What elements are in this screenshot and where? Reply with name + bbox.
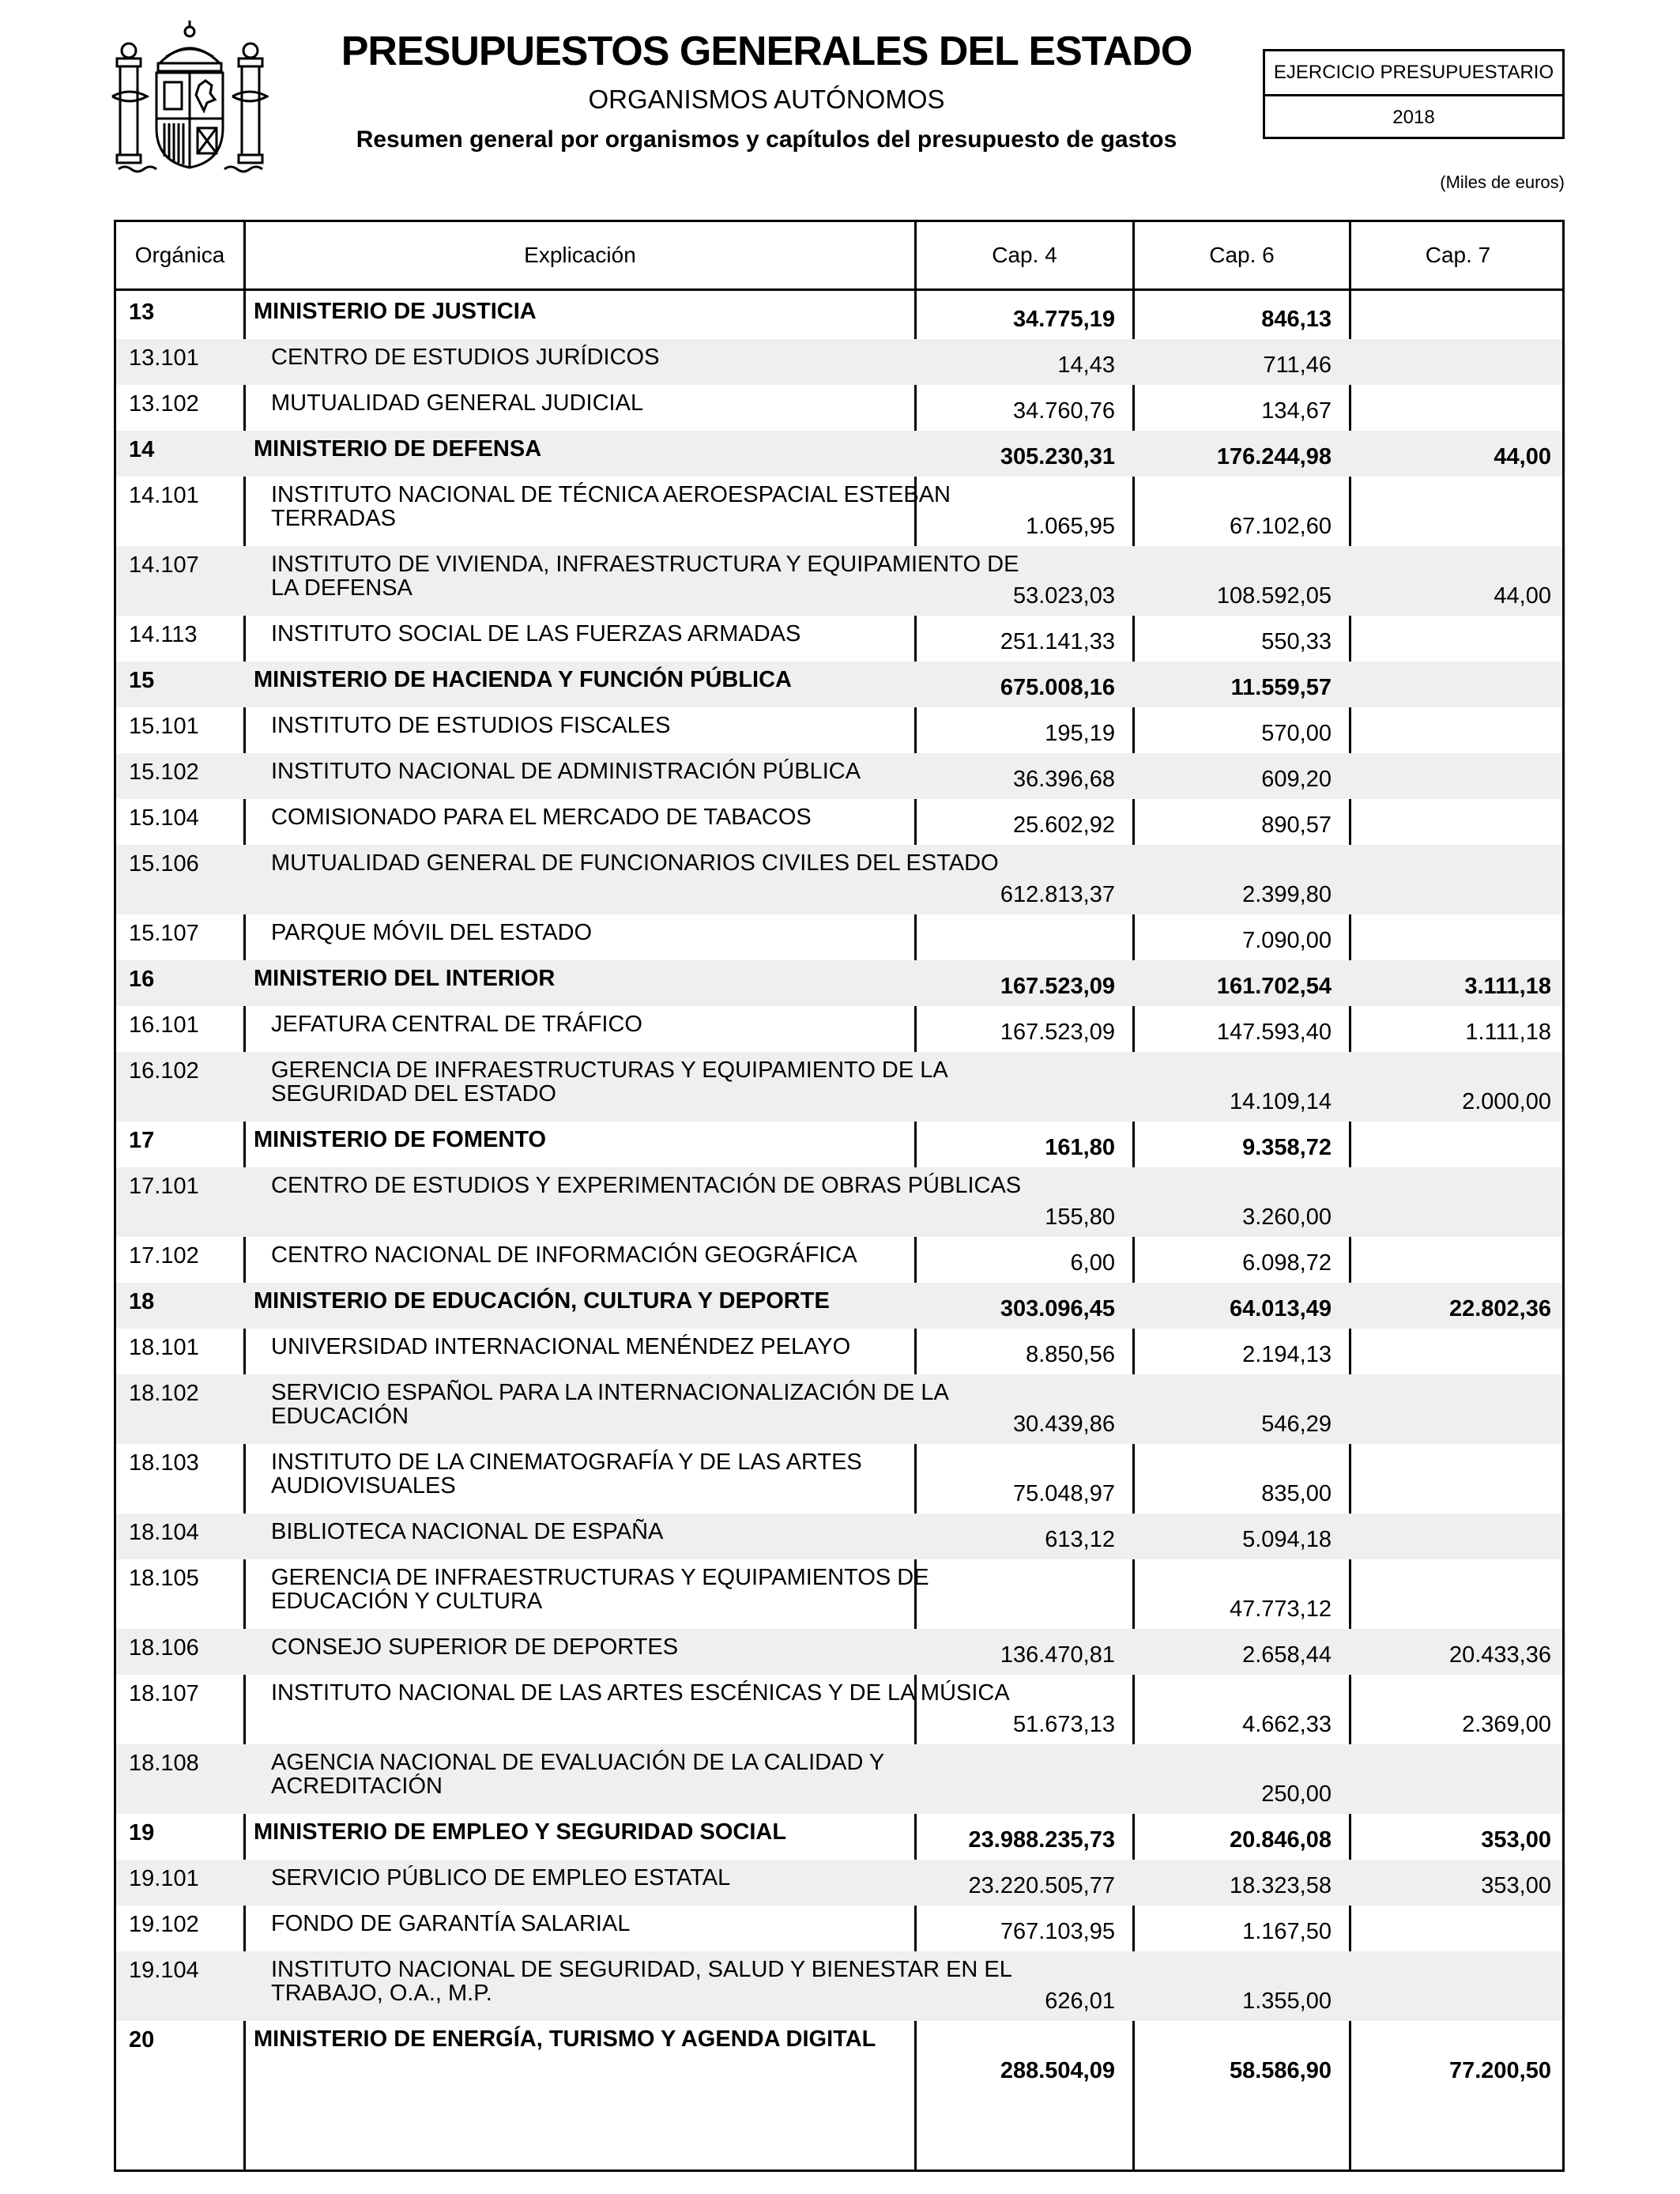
row-cap6: 2.658,44 — [1242, 1642, 1332, 1668]
table-header — [116, 222, 1562, 291]
row-cap4: 251.141,33 — [1000, 629, 1115, 654]
row-organica: 18.106 — [129, 1635, 199, 1661]
row-cap6: 711,46 — [1263, 352, 1332, 378]
row-organica: 18.103 — [129, 1450, 199, 1476]
row-cap7: 3.111,18 — [1464, 974, 1551, 999]
row-organica: 17.102 — [129, 1243, 199, 1269]
row-explicacion: SERVICIO ESPAÑOL PARA LA INTERNACIONALIZACIÓN DE LA EDUCACIÓN — [271, 1380, 948, 1429]
table-row — [116, 914, 1562, 960]
row-explicacion: CENTRO DE ESTUDIOS JURÍDICOS — [271, 345, 660, 370]
row-organica: 18.107 — [129, 1681, 199, 1706]
row-cap6: 2.194,13 — [1242, 1342, 1332, 1367]
page-title: PRESUPUESTOS GENERALES DEL ESTADO — [341, 28, 1192, 74]
row-organica: 19.102 — [129, 1912, 199, 1937]
ejercicio-label: EJERCICIO PRESUPUESTARIO — [1265, 51, 1562, 96]
row-explicacion: INSTITUTO NACIONAL DE SEGURIDAD, SALUD Y BIENESTAR EN EL TRABAJO, O.A., M.P. — [271, 1957, 1011, 2006]
row-explicacion: BIBLIOTECA NACIONAL DE ESPAÑA — [271, 1519, 664, 1544]
table-row — [116, 339, 1562, 385]
table-row — [116, 293, 1562, 339]
ejercicio-box — [1263, 49, 1565, 139]
row-cap4: 155,80 — [1045, 1204, 1115, 1230]
row-cap4: 8.850,56 — [1026, 1342, 1115, 1367]
table-row — [116, 1559, 1562, 1629]
row-cap4: 1.065,95 — [1026, 514, 1115, 539]
row-explicacion: MINISTERIO DE DEFENSA — [254, 436, 542, 462]
row-organica: 18 — [129, 1289, 155, 1314]
row-cap7: 1.111,18 — [1465, 1020, 1551, 1045]
table-row — [116, 1329, 1562, 1374]
row-cap7: 77.200,50 — [1448, 2058, 1551, 2083]
row-cap4: 51.673,13 — [1012, 1712, 1115, 1737]
row-explicacion: MUTUALIDAD GENERAL JUDICIAL — [271, 390, 644, 416]
row-explicacion: MINISTERIO DEL INTERIOR — [254, 966, 556, 991]
row-cap4: 53.023,03 — [1012, 583, 1115, 609]
row-cap4: 305.230,31 — [1000, 444, 1115, 469]
row-cap7: 44,00 — [1494, 444, 1551, 469]
row-cap4: 161,80 — [1045, 1135, 1115, 1160]
row-cap6: 64.013,49 — [1229, 1296, 1332, 1321]
row-organica: 20 — [129, 2027, 155, 2053]
row-cap6: 161.702,54 — [1216, 974, 1332, 999]
row-explicacion: MINISTERIO DE EDUCACIÓN, CULTURA Y DEPORTE — [254, 1288, 830, 1314]
table-row — [116, 1814, 1562, 1860]
page-subtitle: ORGANISMOS AUTÓNOMOS — [588, 85, 945, 114]
row-cap6: 835,00 — [1261, 1481, 1332, 1506]
row-organica: 15.107 — [129, 921, 199, 946]
table-row — [116, 1629, 1562, 1675]
row-organica: 14.101 — [129, 483, 199, 508]
table-row — [116, 960, 1562, 1006]
row-cap7: 44,00 — [1494, 583, 1551, 609]
row-explicacion: COMISIONADO PARA EL MERCADO DE TABACOS — [271, 805, 812, 830]
row-explicacion: MINISTERIO DE EMPLEO Y SEGURIDAD SOCIAL — [254, 1819, 787, 1845]
table-row — [116, 707, 1562, 753]
row-cap6: 570,00 — [1261, 721, 1332, 746]
column-header-organica: Orgánica — [134, 243, 225, 267]
row-cap4: 613,12 — [1045, 1527, 1115, 1552]
row-cap4: 34.760,76 — [1012, 398, 1115, 424]
row-organica: 16.101 — [129, 1012, 199, 1038]
row-cap6: 11.559,57 — [1230, 675, 1332, 700]
row-explicacion: AGENCIA NACIONAL DE EVALUACIÓN DE LA CALIDAD Y ACREDITACIÓN — [271, 1750, 884, 1799]
row-explicacion: JEFATURA CENTRAL DE TRÁFICO — [271, 1012, 642, 1037]
row-explicacion: MINISTERIO DE FOMENTO — [254, 1127, 547, 1152]
row-cap4: 303.096,45 — [1000, 1296, 1115, 1321]
row-organica: 13.101 — [129, 345, 199, 371]
column-header-cap7: Cap. 7 — [1425, 243, 1491, 267]
row-explicacion: CONSEJO SUPERIOR DE DEPORTES — [271, 1634, 679, 1660]
row-cap6: 108.592,05 — [1216, 583, 1332, 609]
row-cap6: 609,20 — [1261, 767, 1332, 792]
row-explicacion: GERENCIA DE INFRAESTRUCTURAS Y EQUIPAMIENTO DE LA SEGURIDAD DEL ESTADO — [271, 1057, 947, 1106]
row-cap6: 47.773,12 — [1229, 1596, 1332, 1622]
row-organica: 15.106 — [129, 851, 199, 876]
row-cap6: 7.090,00 — [1242, 928, 1332, 953]
row-organica: 15.102 — [129, 760, 199, 785]
table-row — [116, 753, 1562, 799]
table-row — [116, 1514, 1562, 1559]
row-cap4: 136.470,81 — [1000, 1642, 1115, 1668]
row-cap6: 18.323,58 — [1229, 1873, 1332, 1898]
row-cap6: 1.167,50 — [1242, 1919, 1332, 1944]
row-organica: 17 — [129, 1128, 155, 1153]
row-cap4: 75.048,97 — [1012, 1481, 1115, 1506]
row-explicacion: UNIVERSIDAD INTERNACIONAL MENÉNDEZ PELAYO — [271, 1334, 851, 1359]
table-row — [116, 799, 1562, 845]
row-explicacion: MINISTERIO DE ENERGÍA, TURISMO Y AGENDA DIGITAL — [254, 2026, 876, 2052]
row-cap6: 846,13 — [1261, 307, 1332, 332]
ejercicio-year: 2018 — [1392, 107, 1435, 128]
row-organica: 14.113 — [129, 622, 198, 647]
row-cap4: 167.523,09 — [1000, 974, 1115, 999]
header — [300, 24, 1233, 160]
row-explicacion: INSTITUTO NACIONAL DE TÉCNICA AEROESPACIAL ESTEBAN TERRADAS — [271, 482, 951, 531]
row-cap4: 167.523,09 — [1000, 1020, 1115, 1045]
row-cap7: 2.369,00 — [1462, 1712, 1551, 1737]
row-cap6: 20.846,08 — [1229, 1827, 1332, 1853]
row-cap7: 353,00 — [1481, 1827, 1551, 1853]
row-organica: 15 — [129, 668, 155, 693]
row-cap6: 9.358,72 — [1242, 1135, 1332, 1160]
table-row — [116, 662, 1562, 707]
row-organica: 18.101 — [129, 1335, 199, 1360]
row-cap6: 176.244,98 — [1216, 444, 1332, 469]
table-row — [116, 1374, 1562, 1444]
row-organica: 19 — [129, 1820, 155, 1845]
table-row — [116, 1006, 1562, 1052]
row-cap4: 288.504,09 — [1000, 2058, 1115, 2083]
row-cap7: 353,00 — [1481, 1873, 1551, 1898]
row-organica: 19.104 — [129, 1958, 199, 1983]
page-description: Resumen general por organismos y capítulos del presupuesto de gastos — [356, 126, 1177, 153]
spain-coat-of-arms-icon — [111, 17, 269, 174]
row-explicacion: INSTITUTO NACIONAL DE LAS ARTES ESCÉNICAS Y DE LA MÚSICA — [271, 1680, 1010, 1706]
row-explicacion: MINISTERIO DE HACIENDA Y FUNCIÓN PÚBLICA — [254, 667, 793, 692]
table-row — [116, 1860, 1562, 1906]
table-row — [116, 1237, 1562, 1283]
row-cap6: 5.094,18 — [1242, 1527, 1332, 1552]
row-organica: 14 — [129, 437, 155, 462]
row-cap6: 3.260,00 — [1242, 1204, 1332, 1230]
row-cap4: 6,00 — [1070, 1250, 1115, 1276]
row-cap4: 36.396,68 — [1012, 767, 1115, 792]
row-organica: 14.107 — [129, 552, 199, 578]
table-row — [116, 2021, 1562, 2090]
row-organica: 18.105 — [129, 1566, 199, 1591]
row-explicacion: FONDO DE GARANTÍA SALARIAL — [271, 1911, 631, 1936]
row-cap6: 58.586,90 — [1229, 2058, 1332, 2083]
row-organica: 13.102 — [129, 391, 199, 417]
row-explicacion: GERENCIA DE INFRAESTRUCTURAS Y EQUIPAMIENTOS DE EDUCACIÓN Y CULTURA — [271, 1565, 929, 1614]
row-cap6: 14.109,14 — [1229, 1089, 1332, 1114]
table-row — [116, 385, 1562, 431]
row-explicacion: CENTRO NACIONAL DE INFORMACIÓN GEOGRÁFICA — [271, 1242, 857, 1268]
table-row — [116, 845, 1562, 914]
row-cap4: 626,01 — [1045, 1989, 1115, 2014]
row-cap6: 890,57 — [1261, 812, 1332, 838]
row-cap7: 20.433,36 — [1448, 1642, 1551, 1668]
row-cap7: 2.000,00 — [1462, 1089, 1551, 1114]
row-cap4: 767.103,95 — [1000, 1919, 1115, 1944]
table-row — [116, 1444, 1562, 1514]
row-organica: 17.101 — [129, 1174, 199, 1199]
units-note: (Miles de euros) — [1440, 172, 1565, 192]
row-cap4: 34.775,19 — [1012, 307, 1115, 332]
row-cap6: 250,00 — [1261, 1781, 1332, 1807]
table-row — [116, 1283, 1562, 1329]
table-row — [116, 477, 1562, 546]
row-explicacion: CENTRO DE ESTUDIOS Y EXPERIMENTACIÓN DE OBRAS PÚBLICAS — [271, 1173, 1022, 1198]
row-cap6: 67.102,60 — [1229, 514, 1332, 539]
row-cap6: 550,33 — [1261, 629, 1332, 654]
row-explicacion: SERVICIO PÚBLICO DE EMPLEO ESTATAL — [271, 1865, 731, 1891]
row-organica: 16 — [129, 967, 155, 992]
row-cap4: 195,19 — [1045, 721, 1115, 746]
row-cap6: 147.593,40 — [1216, 1020, 1332, 1045]
table-row — [116, 616, 1562, 662]
column-header-cap6: Cap. 6 — [1209, 243, 1275, 267]
budget-table — [114, 220, 1565, 2172]
table-row — [116, 546, 1562, 616]
row-explicacion: INSTITUTO NACIONAL DE ADMINISTRACIÓN PÚBLICA — [271, 759, 861, 784]
row-explicacion: INSTITUTO DE LA CINEMATOGRAFÍA Y DE LAS ARTES AUDIOVISUALES — [271, 1449, 862, 1498]
row-cap6: 6.098,72 — [1242, 1250, 1332, 1276]
row-explicacion: MINISTERIO DE JUSTICIA — [254, 299, 537, 324]
row-organica: 18.104 — [129, 1520, 199, 1545]
row-organica: 13 — [129, 300, 155, 325]
column-header-explicacion: Explicación — [524, 243, 636, 267]
row-organica: 18.108 — [129, 1751, 199, 1776]
row-organica: 19.101 — [129, 1866, 199, 1891]
table-row — [116, 431, 1562, 477]
column-header-cap4: Cap. 4 — [992, 243, 1057, 267]
table-row — [116, 1052, 1562, 1122]
row-cap4: 25.602,92 — [1012, 812, 1115, 838]
row-cap4: 675.008,16 — [1000, 675, 1115, 700]
row-cap4: 14,43 — [1057, 352, 1115, 378]
table-row — [116, 1675, 1562, 1744]
row-explicacion: INSTITUTO DE ESTUDIOS FISCALES — [271, 713, 671, 738]
row-cap4: 23.220.505,77 — [968, 1873, 1115, 1898]
row-cap6: 546,29 — [1261, 1412, 1332, 1437]
row-cap4: 30.439,86 — [1012, 1412, 1115, 1437]
row-organica: 15.104 — [129, 805, 199, 831]
row-organica: 18.102 — [129, 1381, 199, 1406]
row-cap6: 2.399,80 — [1242, 882, 1332, 907]
table-row — [116, 1951, 1562, 2021]
row-cap6: 134,67 — [1261, 398, 1332, 424]
row-explicacion: INSTITUTO SOCIAL DE LAS FUERZAS ARMADAS — [271, 621, 801, 647]
row-organica: 15.101 — [129, 714, 199, 739]
table-row — [116, 1167, 1562, 1237]
row-cap6: 4.662,33 — [1242, 1712, 1332, 1737]
row-cap7: 22.802,36 — [1448, 1296, 1551, 1321]
row-cap4: 23.988.235,73 — [968, 1827, 1115, 1853]
table-row — [116, 1744, 1562, 1814]
table-row — [116, 1906, 1562, 1951]
table-row — [116, 1122, 1562, 1167]
row-explicacion: INSTITUTO DE VIVIENDA, INFRAESTRUCTURA Y EQUIPAMIENTO DE LA DEFENSA — [271, 552, 1019, 601]
row-cap4: 612.813,37 — [1000, 882, 1115, 907]
row-cap6: 1.355,00 — [1242, 1989, 1332, 2014]
row-organica: 16.102 — [129, 1058, 199, 1084]
row-explicacion: MUTUALIDAD GENERAL DE FUNCIONARIOS CIVILES DEL ESTADO — [271, 850, 999, 876]
row-explicacion: PARQUE MÓVIL DEL ESTADO — [271, 920, 593, 945]
